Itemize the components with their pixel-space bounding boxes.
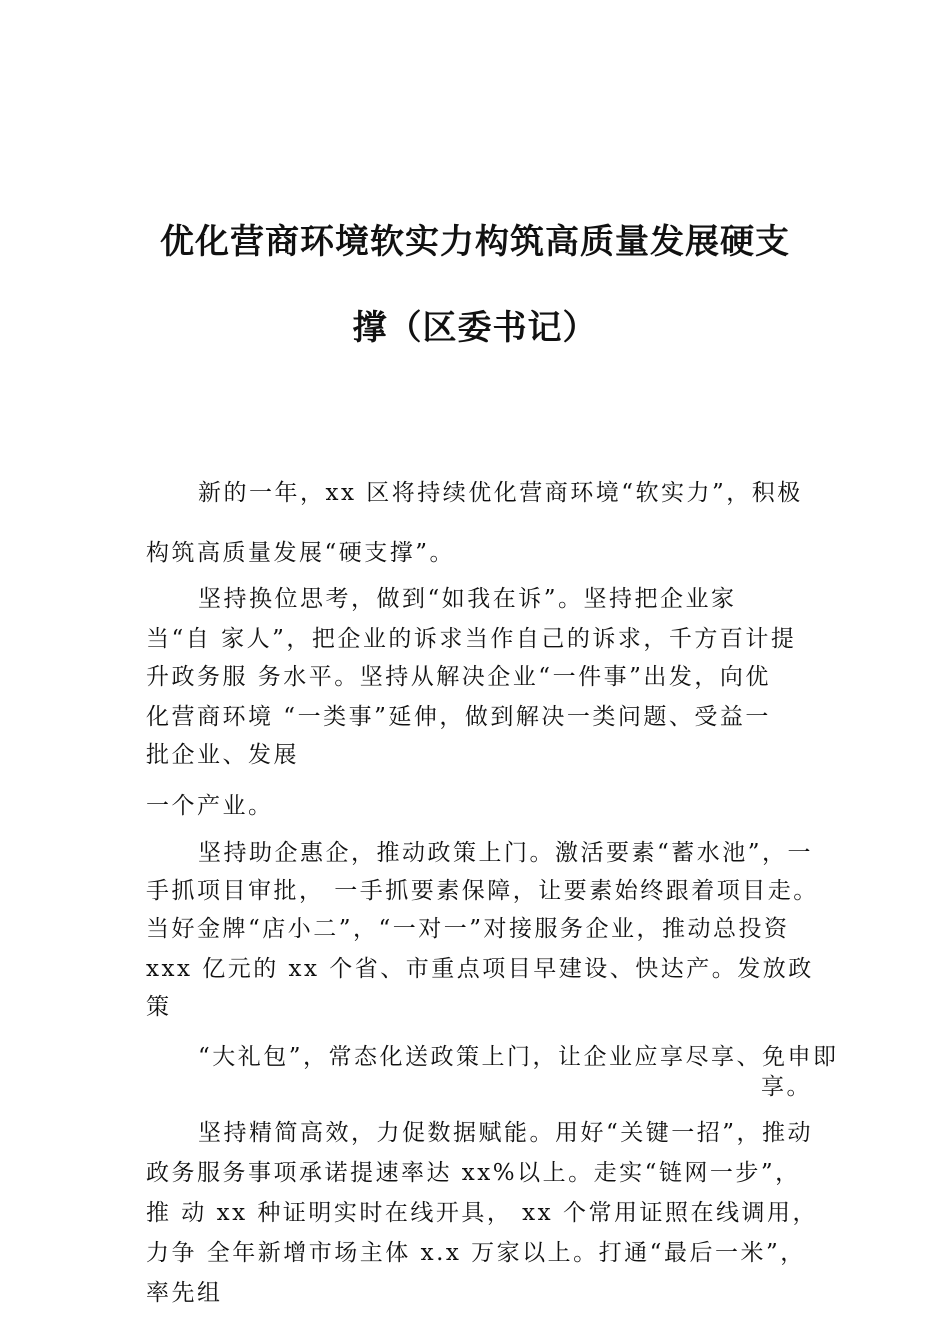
paragraph-2-line-3: 升政务服 务水平。坚持从解决企业“一件事”出发，向优 (146, 664, 771, 690)
paragraph-4-line-3: 推 动 xx 种证明实时在线开具， xx 个常用证照在线调用， (146, 1200, 818, 1226)
paragraph-4-line-2: 政务服务事项承诺提速率达 xx%以上。走实“链网一步”， (146, 1160, 801, 1186)
paragraph-1-line-1: 新的一年，xx 区将持续优化营商环境“软实力”，积极 (198, 480, 803, 506)
paragraph-4-line-4: 力争 全年新增市场主体 x.x 万家以上。打通“最后一米”， (146, 1240, 806, 1266)
paragraph-3-line-5: 策 (146, 994, 172, 1020)
paragraph-2-line-5: 批企业、发展 (146, 742, 299, 768)
paragraph-1-line-2: 构筑高质量发展“硬支撑”。 (146, 540, 456, 566)
paragraph-3-line-2: 手抓项目审批， 一手抓要素保障，让要素始终跟着项目走。 (146, 878, 819, 904)
document-title-line-2: 撑（区委书记） (352, 308, 598, 348)
paragraph-2-line-4: 化营商环境 “一类事”延伸，做到解决一类问题、受益一 (146, 704, 771, 730)
paragraph-4-line-5: 率先组 (146, 1280, 223, 1306)
paragraph-3-line-3: 当好金牌“店小二”，“一对一”对接服务企业，推动总投资 (146, 916, 790, 942)
paragraph-3-line-4: xxx 亿元的 xx 个省、市重点项目早建设、快达产。发放政 (146, 956, 814, 982)
paragraph-2-line-6: 一个产业。 (146, 793, 274, 819)
document-title-line-1: 优化营商环境软实力构筑高质量发展硬支 (160, 222, 790, 262)
paragraph-3-line-6: “大礼包”，常态化送政策上门，让企业应享尽享、免申即 (198, 1044, 839, 1070)
paragraph-4-line-1: 坚持精简高效，力促数据赋能。用好“关键一招”，推动 (198, 1120, 814, 1146)
paragraph-2-line-2: 当“自 家人”，把企业的诉求当作自己的诉求，千方百计提 (146, 626, 797, 652)
paragraph-2-line-1: 坚持换位思考，做到“如我在诉”。坚持把企业家 (198, 586, 737, 612)
paragraph-3-line-1: 坚持助企惠企，推动政策上门。激活要素“蓄水池”，一 (198, 840, 814, 866)
paragraph-3-line-7: 享。 (761, 1074, 812, 1100)
